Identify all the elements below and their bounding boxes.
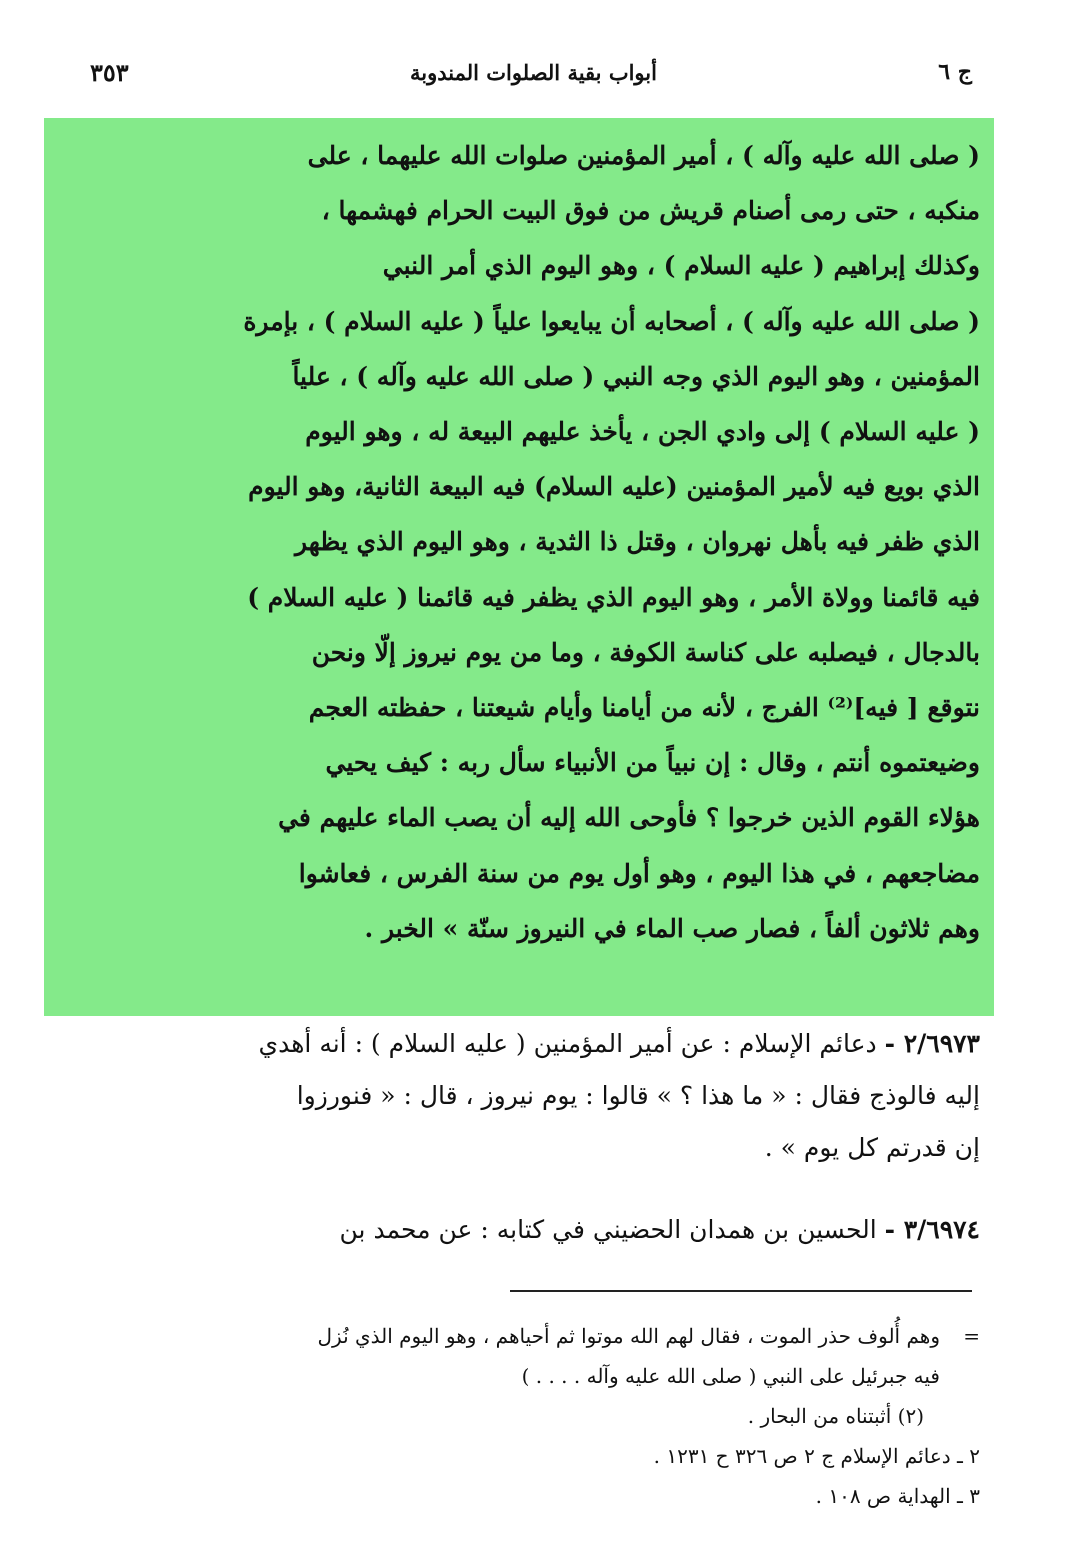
chapter-title: أبواب بقية الصلوات المندوبة xyxy=(410,59,657,85)
passage-line: وكذلك إبراهيم ( عليه السلام ) ، وهو اليوم الذي أمر النبي xyxy=(382,251,980,281)
footnote-text: وهم أُلوف حذر الموت ، فقال لهم الله موتوا ثم أحياهم ، وهو اليوم الذي نُزل xyxy=(317,1324,940,1348)
footnote-text: فيه جبرئيل على النبي ( صلى الله عليه وآله . . . . ) xyxy=(521,1364,940,1388)
passage-line: ( صلى الله عليه وآله ) ، أصحابه أن يبايعوا علياً ( عليه السلام ) ، بإمرة xyxy=(243,306,980,336)
passage-line: ( عليه السلام ) إلى وادي الجن ، يأخذ عليهم البيعة له ، وهو اليوم xyxy=(305,417,980,447)
continuation-marker: = xyxy=(963,1324,980,1348)
passage-line: الذي بويع فيه لأمير المؤمنين (عليه السلام) فيه البيعة الثانية، وهو اليوم xyxy=(248,472,980,502)
passage-line: هؤلاء القوم الذين خرجوا ؟ فأوحى الله إليه أن يصب الماء عليهم في xyxy=(278,803,980,833)
footnote-continuation-line xyxy=(90,1356,980,1396)
passage-line: وهم ثلاثون ألفاً ، فصار صب الماء في النيروز سنّة » الخبر . xyxy=(364,913,980,943)
highlighted-passage xyxy=(90,128,980,956)
hadith-number: ٢/٦٩٧٣ - xyxy=(884,1029,980,1058)
passage-line: وضيعتموه أنتم ، وقال : إن نبياً من الأنبياء سأل ربه : كيف يحيي xyxy=(325,748,980,778)
passage-line: مضاجعهم ، في هذا اليوم ، وهو أول يوم من سنة الفرس ، فعاشوا xyxy=(298,858,980,888)
passage-line: منكبه ، حتى رمى أصنام قريش من فوق البيت الحرام فهشمها ، xyxy=(321,196,980,226)
running-header xyxy=(90,52,972,92)
hadith-text: دعائم الإسلام : عن أمير المؤمنين ( عليه السلام ) : أنه أهدي xyxy=(258,1029,877,1058)
hadith-entry-6973 xyxy=(90,1018,980,1174)
hadith-line: إن قدرتم كل يوم » . xyxy=(764,1133,980,1162)
hadith-line xyxy=(90,1018,980,1070)
footnotes xyxy=(90,1316,980,1516)
volume-label: ج ٦ xyxy=(938,59,972,85)
footnote-continuation-line xyxy=(90,1316,980,1356)
hadith-number: ٣/٦٩٧٤ - xyxy=(884,1215,980,1244)
passage-line: بالدجال ، فيصلبه على كناسة الكوفة ، وما من يوم نيروز إلّا ونحن xyxy=(311,637,980,667)
source-note-2: ٢ ـ دعائم الإسلام ج ٢ ص ٣٢٦ ح ١٢٣١ . xyxy=(653,1444,980,1468)
footnote-separator xyxy=(510,1290,972,1292)
source-note-3: ٣ ـ الهداية ص ١٠٨ . xyxy=(815,1484,980,1508)
passage-line: ( صلى الله عليه وآله ) ، أمير المؤمنين صلوات الله عليهما ، على xyxy=(307,141,980,170)
passage-line: الذي ظفر فيه بأهل نهروان ، وقتل ذا الثدية ، وهو اليوم الذي يظهر xyxy=(295,527,980,557)
passage-line: نتوقع [ فيه]⁽²⁾ الفرج ، لأنه من أيامنا وأيام شيعتنا ، حفظته العجم xyxy=(308,693,980,723)
page-number: ٣٥٣ xyxy=(90,57,129,87)
hadith-text: الحسين بن همدان الحضيني في كتابه : عن محمد بن xyxy=(339,1215,877,1244)
hadith-line: إليه فالوذج فقال : « ما هذا ؟ » قالوا : يوم نيروز ، قال : « فنورزوا xyxy=(296,1081,980,1110)
hadith-entry-6974 xyxy=(90,1204,980,1256)
passage-line: فيه قائمنا وولاة الأمر ، وهو اليوم الذي يظفر فيه قائمنا ( عليه السلام ) xyxy=(247,582,980,612)
passage-line: المؤمنين ، وهو اليوم الذي وجه النبي ( صلى الله عليه وآله ) ، علياً xyxy=(292,361,980,391)
hadith-line xyxy=(90,1204,980,1256)
footnote-2: (٢) أثبتناه من البحار . xyxy=(747,1404,924,1428)
